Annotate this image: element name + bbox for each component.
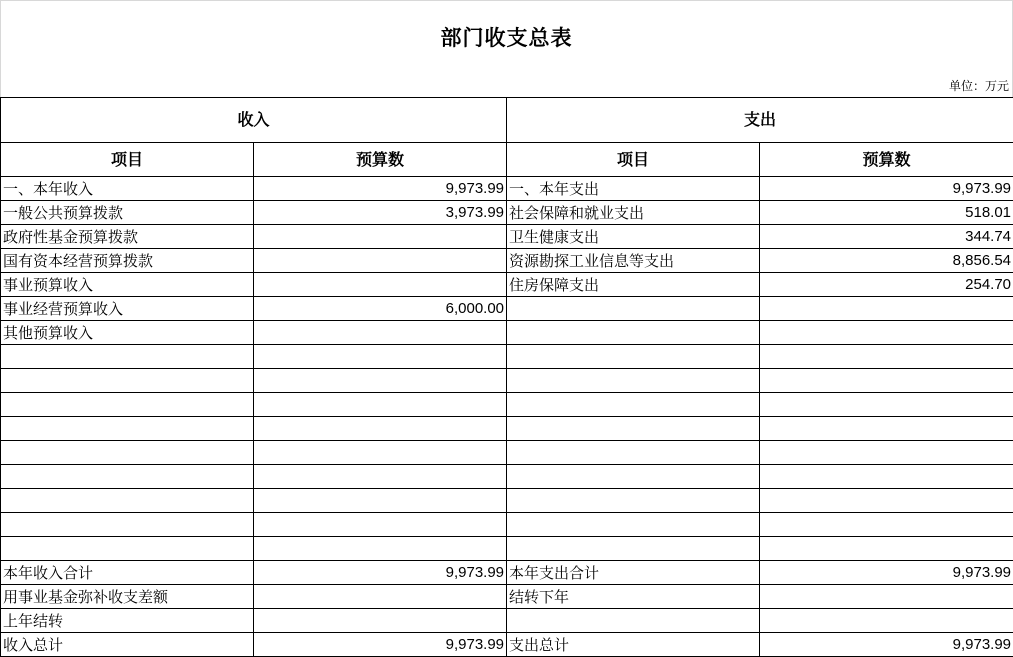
expense-item-cell: 住房保障支出	[507, 273, 760, 297]
income-value-cell: 3,973.99	[254, 201, 507, 225]
expense-item-cell	[507, 417, 760, 441]
expense-value-cell: 9,973.99	[760, 633, 1013, 657]
income-item-cell: 上年结转	[1, 609, 254, 633]
expense-item-cell: 本年支出合计	[507, 561, 760, 585]
expense-value-cell: 518.01	[760, 201, 1013, 225]
income-item-cell: 本年收入合计	[1, 561, 254, 585]
income-value-cell	[254, 393, 507, 417]
income-item-cell	[1, 465, 254, 489]
table-row	[1, 249, 1013, 273]
income-item-cell: 其他预算收入	[1, 321, 254, 345]
expense-item-cell	[507, 297, 760, 321]
expense-item-cell	[507, 321, 760, 345]
table-row	[1, 465, 1013, 489]
income-value-cell	[254, 609, 507, 633]
table-row	[1, 609, 1013, 633]
table-row	[1, 273, 1013, 297]
table-row	[1, 417, 1013, 441]
expense-item-cell	[507, 489, 760, 513]
table-row	[1, 633, 1013, 657]
table-row	[1, 585, 1013, 609]
expense-value-cell	[760, 297, 1013, 321]
income-value-cell	[254, 273, 507, 297]
expense-section-header: 支出	[507, 98, 1013, 143]
expense-item-cell	[507, 465, 760, 489]
expense-item-cell	[507, 441, 760, 465]
table-row	[1, 513, 1013, 537]
table-row	[1, 393, 1013, 417]
income-section-header: 收入	[1, 98, 507, 143]
section-header-row	[1, 98, 1013, 143]
table-row	[1, 297, 1013, 321]
income-item-cell	[1, 417, 254, 441]
expense-value-cell	[760, 585, 1013, 609]
income-item-cell: 政府性基金预算拨款	[1, 225, 254, 249]
income-item-cell: 用事业基金弥补收支差额	[1, 585, 254, 609]
page-title: 部门收支总表	[440, 26, 573, 50]
table-row	[1, 345, 1013, 369]
expense-value-cell	[760, 321, 1013, 345]
expense-value-cell	[760, 537, 1013, 561]
income-item-cell: 事业预算收入	[1, 273, 254, 297]
expense-value-cell: 9,973.99	[760, 561, 1013, 585]
income-item-cell	[1, 489, 254, 513]
expense-item-cell: 社会保障和就业支出	[507, 201, 760, 225]
income-item-cell: 国有资本经营预算拨款	[1, 249, 254, 273]
income-value-cell: 9,973.99	[254, 177, 507, 201]
expense-item-cell	[507, 345, 760, 369]
income-item-cell	[1, 369, 254, 393]
expense-item-cell: 资源勘探工业信息等支出	[507, 249, 760, 273]
expense-value-cell	[760, 345, 1013, 369]
table-row	[1, 489, 1013, 513]
expense-item-cell: 卫生健康支出	[507, 225, 760, 249]
income-value-cell	[254, 417, 507, 441]
income-item-cell	[1, 441, 254, 465]
income-value-cell	[254, 345, 507, 369]
expense-item-cell: 支出总计	[507, 633, 760, 657]
expense-item-cell	[507, 369, 760, 393]
income-item-cell: 事业经营预算收入	[1, 297, 254, 321]
income-item-cell	[1, 345, 254, 369]
expense-item-cell: 结转下年	[507, 585, 760, 609]
table-row	[1, 201, 1013, 225]
income-item-cell: 收入总计	[1, 633, 254, 657]
income-value-cell	[254, 225, 507, 249]
income-value-cell	[254, 441, 507, 465]
unit-label: 单位：万元	[948, 79, 1009, 93]
income-item-cell	[1, 537, 254, 561]
expense-value-cell	[760, 369, 1013, 393]
expense-value-cell	[760, 465, 1013, 489]
income-item-cell	[1, 513, 254, 537]
expense-value-cell	[760, 417, 1013, 441]
income-value-cell: 6,000.00	[254, 297, 507, 321]
income-value-cell	[254, 321, 507, 345]
income-value-cell	[254, 249, 507, 273]
sheet-frame-top	[0, 0, 1013, 1]
income-value-cell: 9,973.99	[254, 561, 507, 585]
income-value-cell	[254, 513, 507, 537]
expense-budget-header: 预算数	[760, 143, 1013, 177]
income-value-cell	[254, 585, 507, 609]
income-value-cell	[254, 369, 507, 393]
table-row	[1, 369, 1013, 393]
expense-item-cell	[507, 609, 760, 633]
expense-value-cell	[760, 393, 1013, 417]
expense-value-cell: 344.74	[760, 225, 1013, 249]
expense-value-cell: 254.70	[760, 273, 1013, 297]
expense-value-cell	[760, 441, 1013, 465]
expense-value-cell: 8,856.54	[760, 249, 1013, 273]
table-row	[1, 441, 1013, 465]
expense-value-cell	[760, 513, 1013, 537]
expense-value-cell	[760, 489, 1013, 513]
table-row	[1, 321, 1013, 345]
income-item-cell	[1, 393, 254, 417]
table-row	[1, 225, 1013, 249]
table-row	[1, 561, 1013, 585]
income-item-cell: 一般公共预算拨款	[1, 201, 254, 225]
income-value-cell	[254, 537, 507, 561]
table-row	[1, 537, 1013, 561]
expense-item-header: 项目	[507, 143, 760, 177]
budget-summary-table	[0, 97, 1013, 657]
expense-value-cell: 9,973.99	[760, 177, 1013, 201]
expense-item-cell	[507, 513, 760, 537]
income-value-cell	[254, 465, 507, 489]
expense-item-cell	[507, 537, 760, 561]
column-header-row	[1, 143, 1013, 177]
expense-item-cell	[507, 393, 760, 417]
expense-item-cell: 一、本年支出	[507, 177, 760, 201]
table-row	[1, 177, 1013, 201]
income-item-cell: 一、本年收入	[1, 177, 254, 201]
income-value-cell: 9,973.99	[254, 633, 507, 657]
expense-value-cell	[760, 609, 1013, 633]
income-budget-header: 预算数	[254, 143, 507, 177]
income-item-header: 项目	[1, 143, 254, 177]
income-value-cell	[254, 489, 507, 513]
